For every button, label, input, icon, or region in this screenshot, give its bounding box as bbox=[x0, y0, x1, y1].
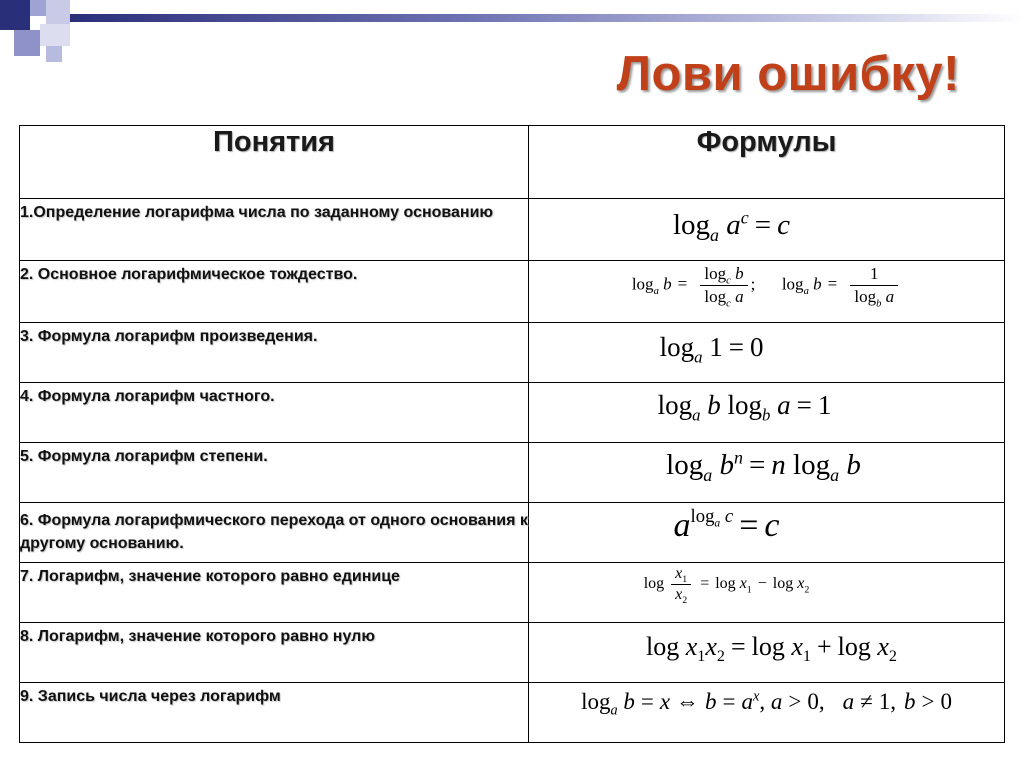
concept-cell: 9. Запись числа через логарифм bbox=[20, 683, 529, 743]
formula-log-quotient: log $\frac{x_1}{x_2}$ = $\log x_1 - \log x_2$ bbox=[643, 565, 810, 607]
concept-cell: 3. Формула логарифм произведения. bbox=[20, 323, 529, 383]
table-row bbox=[20, 563, 1005, 623]
formula-cell bbox=[529, 199, 1005, 261]
table-row bbox=[20, 383, 1005, 443]
decor-square bbox=[30, 0, 46, 16]
table-row bbox=[20, 503, 1005, 563]
formula-table bbox=[19, 125, 1005, 743]
decor-square bbox=[40, 24, 70, 46]
decor-square bbox=[46, 0, 70, 24]
table-row bbox=[20, 199, 1005, 261]
formula-basic-identity: $a^{log_a c} = c$ bbox=[673, 506, 780, 544]
formula-cell bbox=[529, 683, 1005, 743]
concept-cell: 5. Формула логарифм степени. bbox=[20, 443, 529, 503]
table-row bbox=[20, 443, 1005, 503]
formula-cell bbox=[529, 443, 1005, 503]
concept-cell: 8. Логарифм, значение которого равно нулю bbox=[20, 623, 529, 683]
column-header-concepts: Понятия bbox=[20, 126, 529, 199]
table-row bbox=[20, 261, 1005, 323]
formula-log-definition: $\log_a a^c = c$ bbox=[672, 207, 790, 245]
formula-cell bbox=[529, 383, 1005, 443]
formula-cell bbox=[529, 261, 1005, 323]
formula-cell bbox=[529, 503, 1005, 563]
decor-square bbox=[46, 46, 62, 62]
decor-square bbox=[14, 30, 40, 56]
formula-cell bbox=[529, 563, 1005, 623]
formula-log-power: $\log_a b^n = n$ $\log_a b$ bbox=[666, 447, 861, 485]
page-title: Лови ошибку! bbox=[616, 47, 960, 101]
concept-cell: 2. Основное логарифмическое тождество. bbox=[20, 261, 529, 323]
table-row bbox=[20, 623, 1005, 683]
header-bar bbox=[70, 14, 1024, 22]
formula-cell bbox=[529, 323, 1005, 383]
concept-cell: 6. Формула логарифмического перехода от одного основания к другому основанию. bbox=[20, 503, 529, 563]
concept-cell: 4. Формула логарифм частного. bbox=[20, 383, 529, 443]
formula-cell bbox=[529, 623, 1005, 683]
table-row bbox=[20, 683, 1005, 743]
formula-log-product-of-bases: $\log_a b$ $\log_b a = 1$ bbox=[657, 390, 832, 425]
table-row bbox=[20, 323, 1005, 383]
formula-log-of-one: $\log_a 1 = 0$ bbox=[659, 332, 764, 367]
table-header-row bbox=[20, 126, 1005, 199]
formula-base-change: $\log_a b$ = $\frac{\log_c b}{\log_c a}$ ; $\log_a b$ = $\frac{1}{\log_b a}$ bbox=[632, 264, 901, 307]
concept-cell: 7. Логарифм, значение которого равно единице bbox=[20, 563, 529, 623]
formula-log-definition-equivalence: $\log_a b = x$ ⇔ $b = a^x$, a > 0, a ≠ 1, b > 0 bbox=[581, 688, 952, 719]
concept-cell: 1.Определение логарифма числа по заданному основанию bbox=[20, 199, 529, 261]
decor-square bbox=[0, 0, 30, 30]
column-header-formulas: Формулы bbox=[529, 126, 1005, 199]
formula-log-product: $\log x_1x_2 = \log x_1 + \log x_2$ bbox=[646, 632, 897, 666]
